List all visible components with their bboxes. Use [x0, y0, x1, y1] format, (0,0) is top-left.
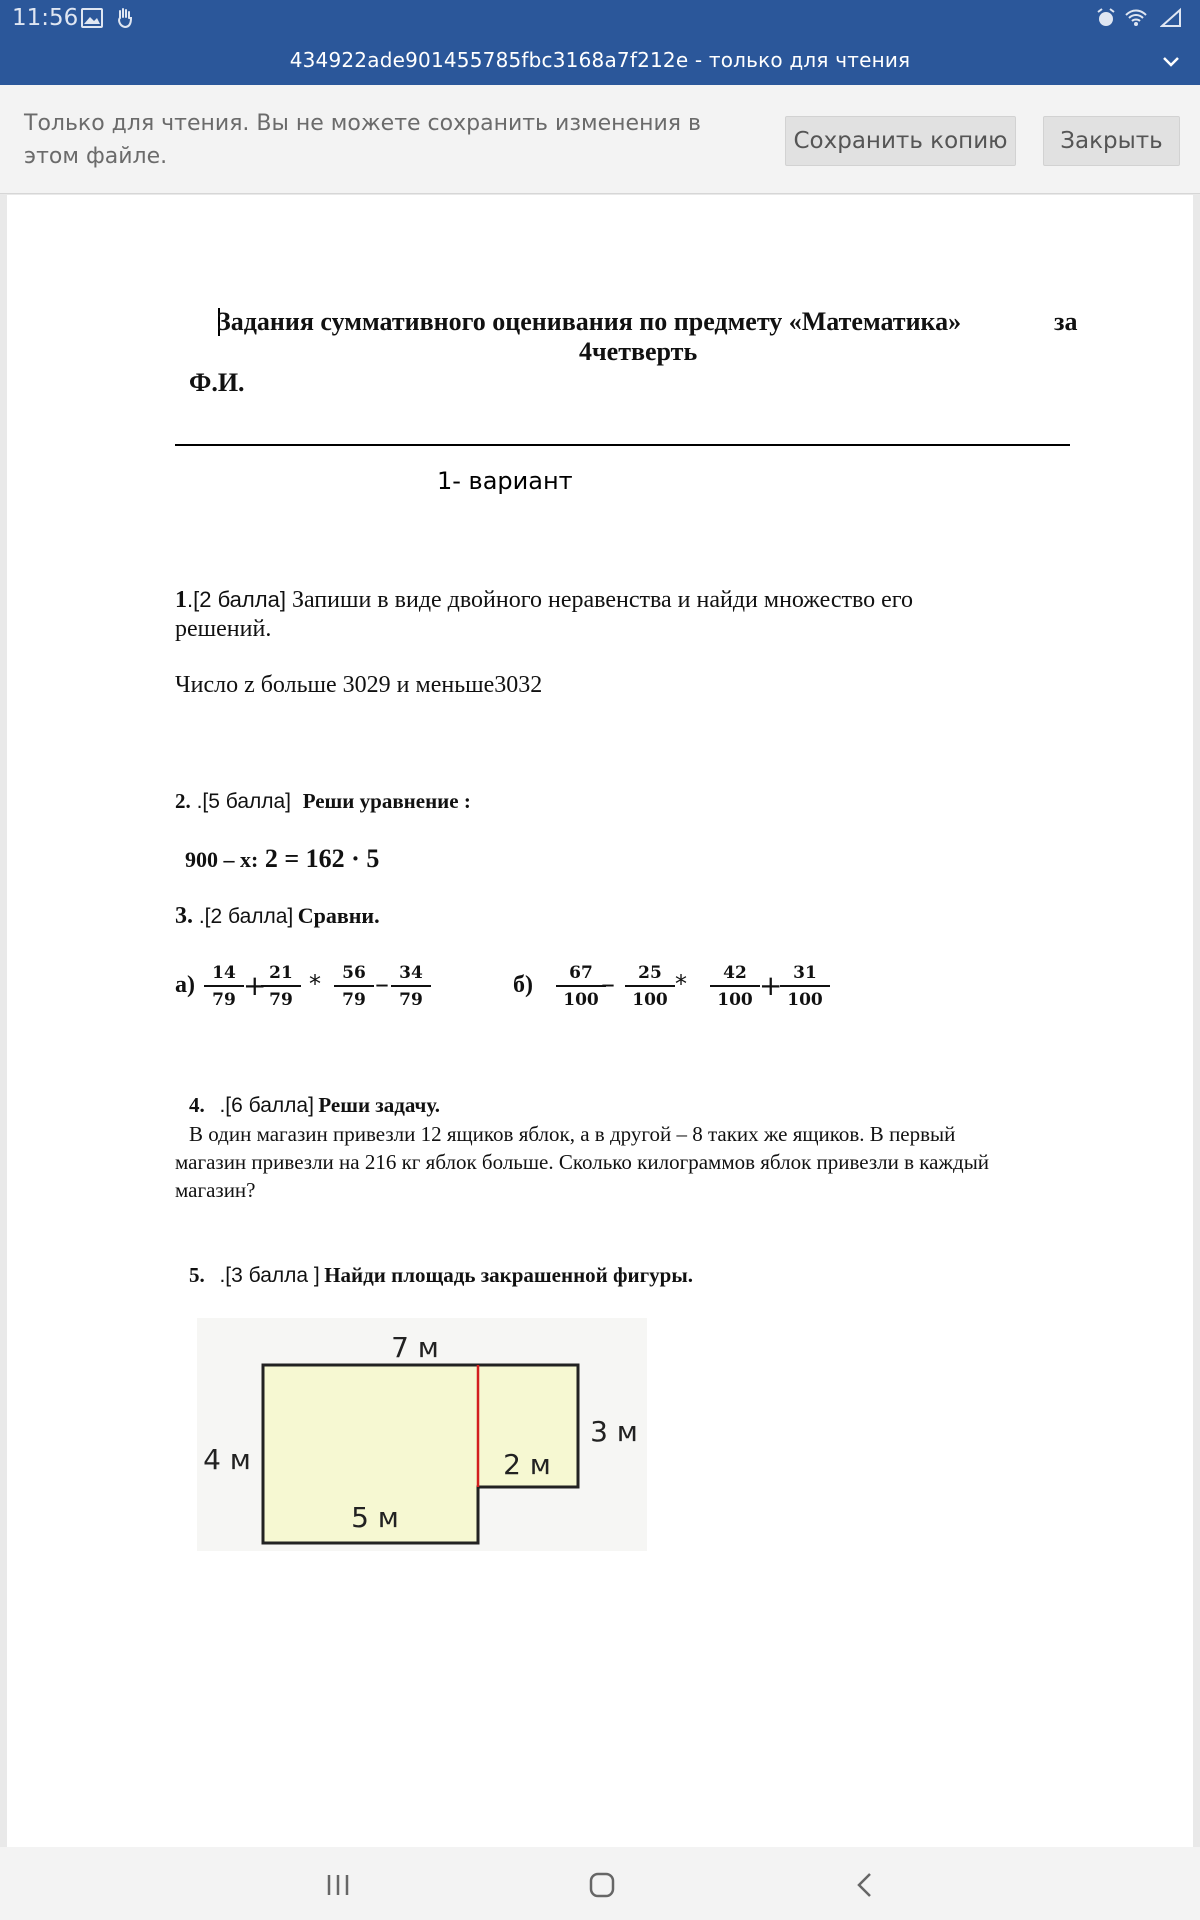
hand-gesture-icon — [113, 6, 137, 30]
area-diagram — [7, 195, 1193, 1847]
operator: * — [309, 970, 321, 998]
operator: * — [675, 970, 687, 998]
task4-label: Реши задачу. — [318, 1093, 441, 1117]
task3-a-label: а) — [175, 972, 195, 998]
task1-text2: решений. — [175, 616, 272, 642]
system-navigation-bar — [0, 1847, 1200, 1920]
home-icon[interactable] — [582, 1867, 622, 1903]
battery-icon — [1160, 6, 1184, 30]
fraction: $\frac{34}{79}$ — [391, 961, 431, 1011]
task4-text-line1: В один магазин привезли 12 ящиков яблок, а в другой – 8 таких же ящиков. В первый — [189, 1122, 956, 1146]
task1-points: .[2 балла] — [187, 587, 286, 612]
fraction: $\frac{31}{100}$ — [780, 961, 830, 1011]
status-bar — [0, 0, 1200, 37]
recent-apps-icon[interactable] — [318, 1867, 358, 1903]
task4-text-line2: магазин привезли на 216 кг яблок больше. Сколько килограммов яблок привезли в каждый — [175, 1150, 990, 1174]
task4-points: .[6 балла] — [213, 1094, 314, 1117]
read-only-notice-bar — [0, 85, 1200, 194]
task5-label: Найди площадь закрашенной фигуры. — [324, 1263, 694, 1287]
fio-label: Ф.И. — [189, 368, 245, 397]
label-bottom-5m: 5 м — [351, 1501, 399, 1534]
doc-heading-line2: 4четверть — [579, 337, 698, 366]
task1-text3: Число z больше 3029 и меньше3032 — [175, 672, 543, 698]
close-button[interactable]: Закрыть — [1043, 116, 1180, 166]
fraction: $\frac{14}{79}$ — [204, 961, 244, 1011]
wifi-icon — [1124, 6, 1148, 30]
task5-points: .[3 балла ] — [213, 1264, 320, 1287]
label-left-4m: 4 м — [203, 1443, 251, 1476]
doc-heading-za: за — [1054, 307, 1078, 336]
alarm-icon — [1094, 6, 1118, 30]
task2-eq-right: 2 = 162 · 5 — [258, 844, 380, 873]
label-top-7m: 7 м — [391, 1331, 439, 1364]
fraction: $\frac{21}{79}$ — [261, 961, 301, 1011]
label-right-3m: 3 м — [590, 1415, 638, 1448]
task3-points: .[2 балла] — [193, 905, 294, 928]
task1-text1: Запиши в виде двойного неравенства и найди множество его — [285, 587, 914, 613]
operator: – — [375, 967, 389, 1000]
task2-number: 2. — [175, 789, 191, 813]
operator: + — [243, 969, 267, 1002]
task2-eq-left: 900 – х: — [185, 847, 259, 872]
task4-text-line3: магазин? — [175, 1178, 256, 1202]
chevron-down-icon[interactable] — [1160, 51, 1182, 73]
document-title: 434922ade901455785fbc3168a7f212e - только для чтения — [289, 48, 911, 72]
fraction: $\frac{42}{100}$ — [710, 961, 760, 1011]
task5-number: 5. — [189, 1263, 205, 1287]
status-time: 11:56 — [12, 5, 79, 31]
task2-points: .[5 балла] — [190, 790, 292, 813]
task1-number: 1 — [175, 587, 187, 613]
title-bar — [0, 37, 1200, 85]
read-only-notice-text: Только для чтения. Вы не можете сохранить изменения в этом файле. — [24, 111, 701, 169]
back-icon[interactable] — [846, 1867, 886, 1903]
variant-label: 1- вариант — [437, 467, 573, 495]
operator: – — [601, 967, 615, 1000]
task2-label: Реши уравнение : — [302, 789, 471, 813]
fraction: $\frac{25}{100}$ — [625, 961, 675, 1011]
doc-heading-line1: Задания суммативного оценивания по предмету «Математика» — [217, 307, 962, 336]
save-copy-button[interactable]: Сохранить копию — [785, 116, 1016, 166]
document-page[interactable] — [7, 195, 1193, 1847]
gallery-icon — [80, 6, 104, 30]
task3-number: 3. — [175, 903, 193, 929]
fraction: $\frac{67}{100}$ — [556, 961, 606, 1011]
fraction: $\frac{56}{79}$ — [334, 961, 374, 1011]
task4-number: 4. — [189, 1093, 205, 1117]
label-inner-2m: 2 м — [503, 1448, 551, 1481]
task3-b-label: б) — [513, 972, 533, 998]
task3-label: Сравни. — [297, 903, 380, 928]
operator: + — [759, 969, 783, 1002]
